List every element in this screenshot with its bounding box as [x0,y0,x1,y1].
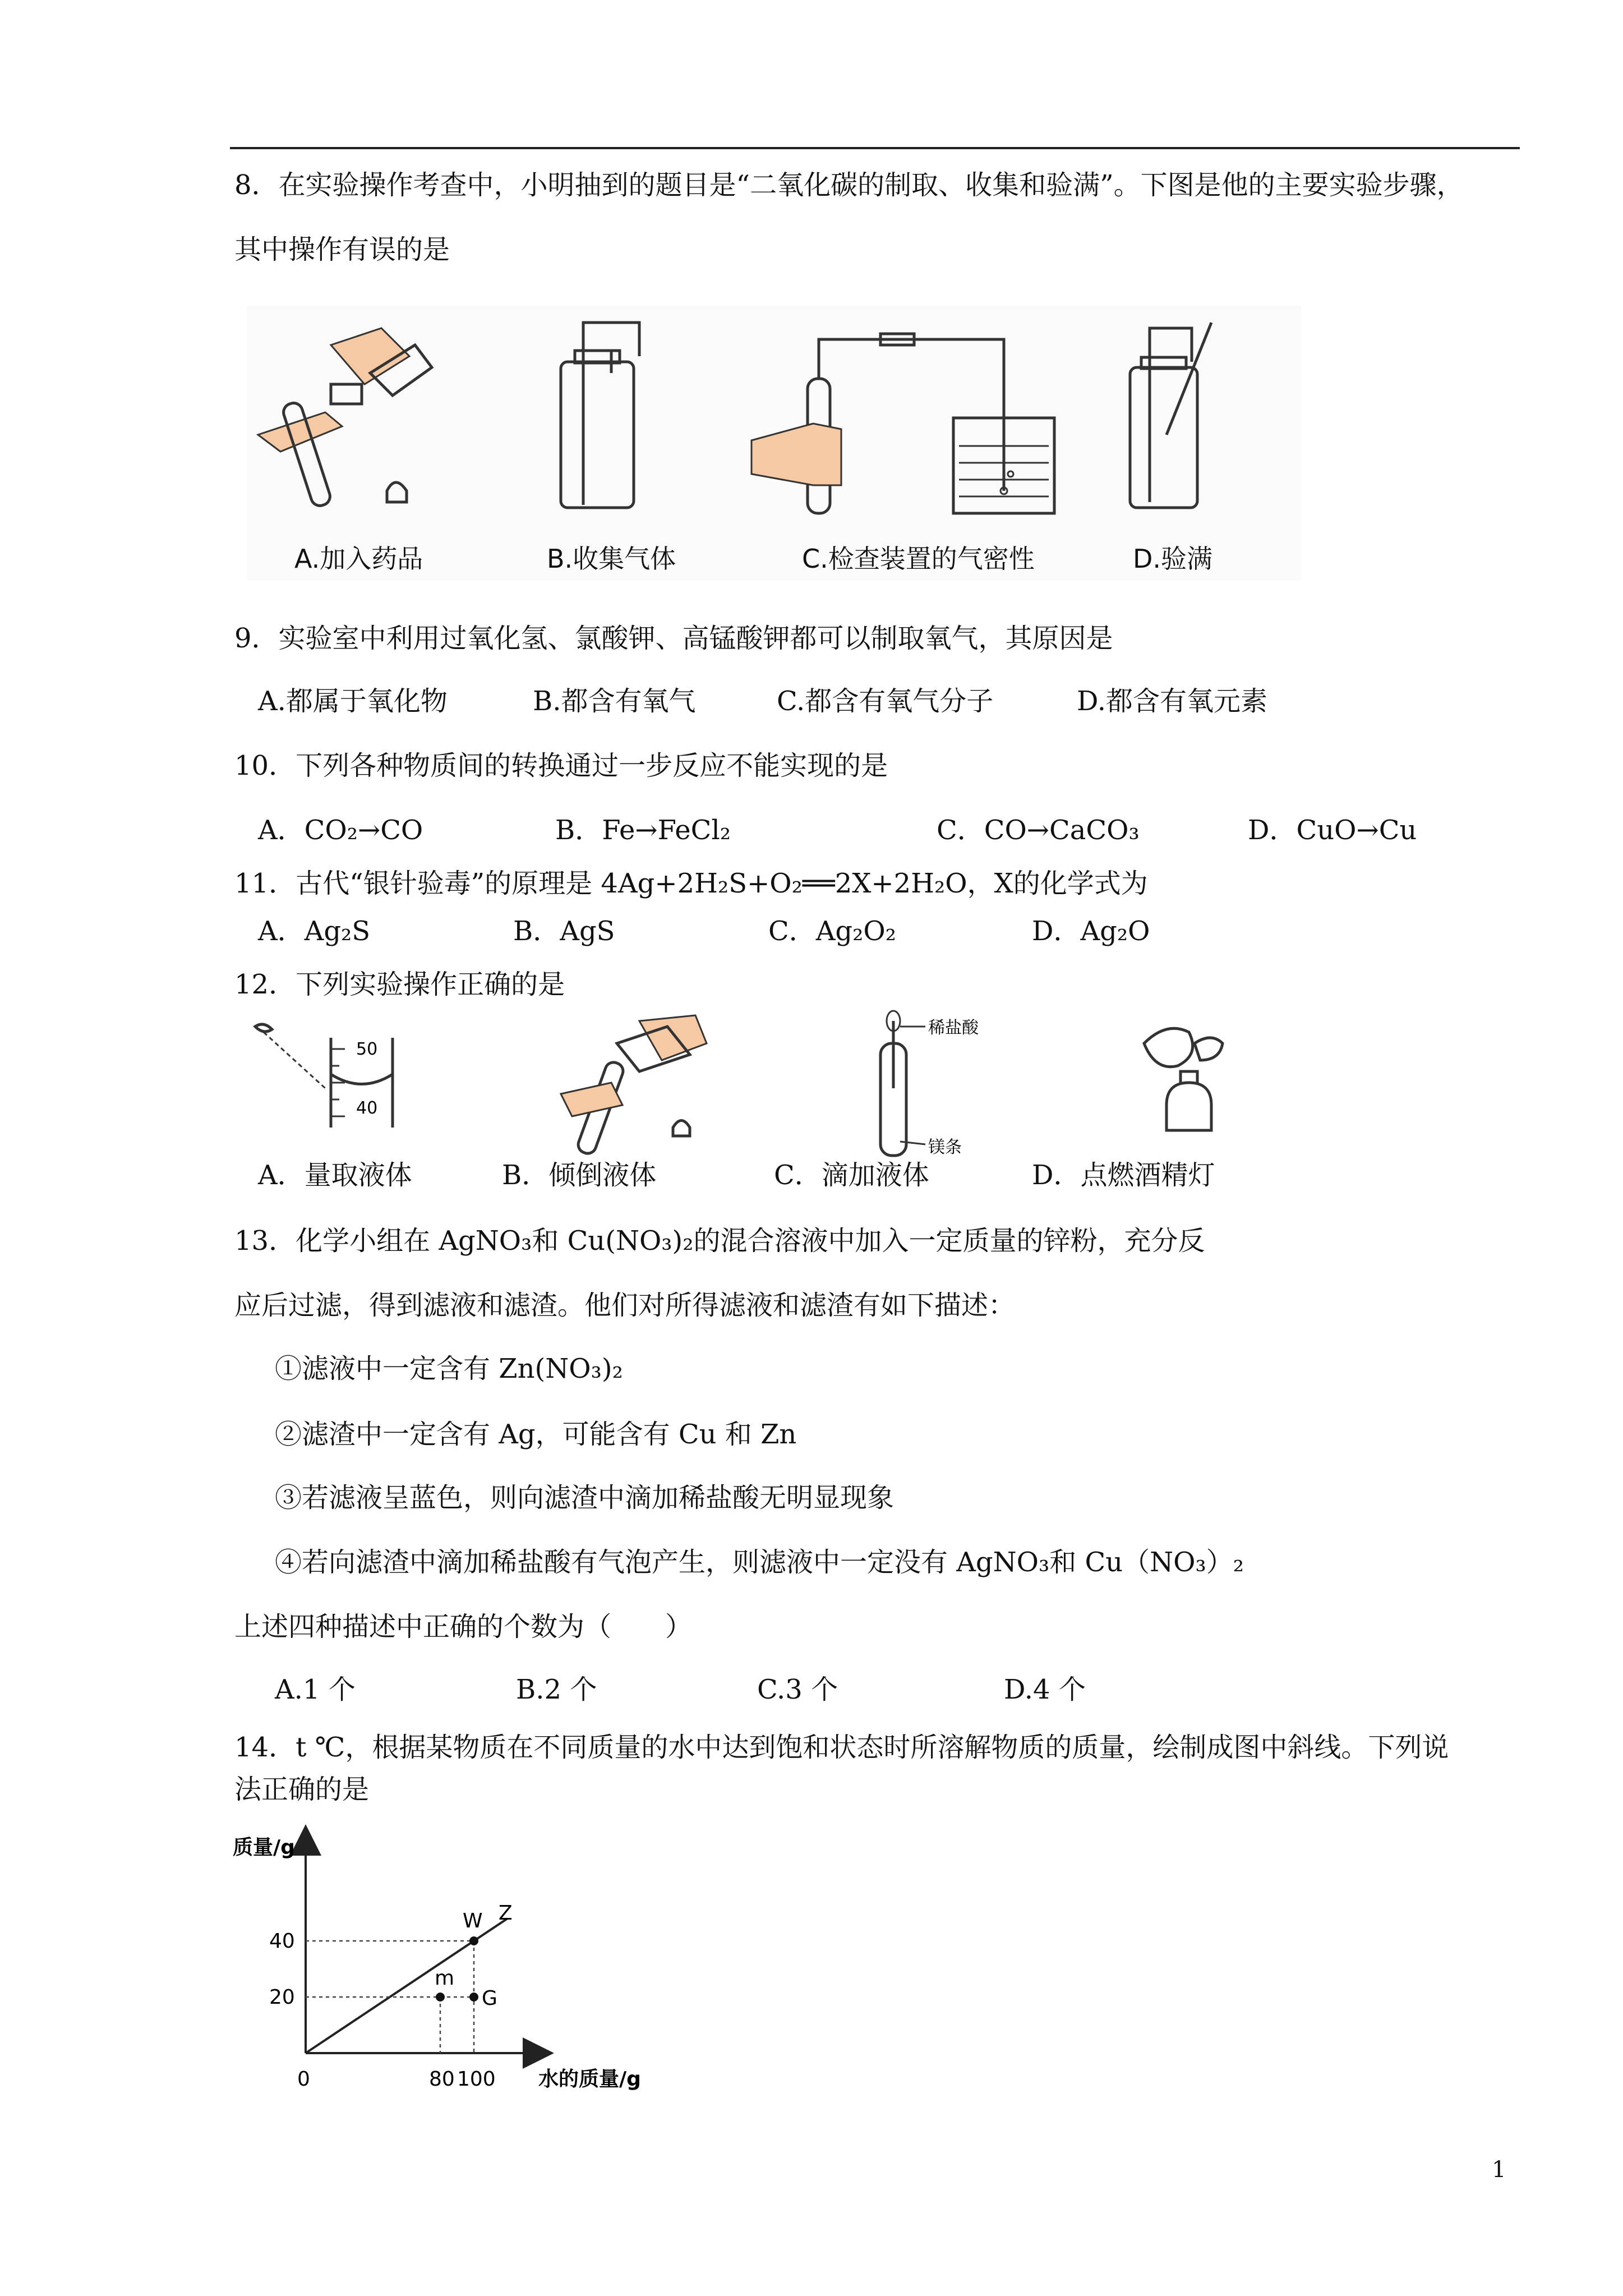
q12-option-c: C．滴加液体 [774,1159,929,1191]
q8-caption-d: D.验满 [1133,544,1213,574]
q11-stem: 11．古代“银针验毒”的原理是 4Ag+2H₂S+O₂══2X+2H₂O，X的化学式为 [234,868,1148,899]
q10-option-b: B．Fe→FeCl₂ [555,815,731,846]
q8-caption-c: C.检查装置的气密性 [802,544,1035,574]
q13-option-b: B.2 个 [516,1674,597,1705]
point-G [469,1993,478,2001]
q13-option-d: D.4 个 [1004,1674,1086,1705]
q9-stem: 9．实验室中利用过氧化氢、氯酸钾、高锰酸钾都可以制取氧气，其原因是 [234,623,1113,654]
point-label-Z: Z [499,1902,513,1925]
q13-stem-line2: 应后过滤，得到滤液和滤渣。他们对所得滤液和滤渣有如下描述： [234,1290,1016,1321]
q13-option-a: A.1 个 [275,1674,356,1705]
q10-option-d: D．CuO→Cu [1248,815,1417,846]
q13-stem-line1: 13．化学小组在 AgNO₃和 Cu(NO₃)₂的混合溶液中加入一定质量的锌粉，充分反 [234,1225,1205,1257]
q8-a-drawing [258,328,432,508]
q8-c-drawing [751,334,1054,513]
x-axis-label: 水的质量/g [538,2068,641,2091]
q12-figure [247,1010,1537,1156]
q12-cylinder-label-40: 40 [356,1098,378,1118]
y-axis-label: 质量/g [233,1836,295,1859]
solubility-chart [224,1823,651,2092]
point-W [469,1936,478,1945]
q9-option-c: C.都含有氧气分子 [777,685,994,717]
q8-b-drawing [561,323,639,508]
page-number: 1 [1492,2157,1506,2183]
q13-summary: 上述四种描述中正确的个数为（ ） [234,1611,693,1642]
q9-option-b: B.都含有氧气 [533,685,696,717]
q13-statement-1: ①滤液中一定含有 Zn(NO₃)₂ [275,1353,623,1384]
q13-statement-4: ④若向滤渣中滴加稀盐酸有气泡产生，则滤液中一定没有 AgNO₃和 Cu（NO₃）₂ [275,1547,1244,1578]
x-tick-label-100: 100 [457,2068,496,2091]
q10-stem: 10．下列各种物质间的转换通过一步反应不能实现的是 [234,750,888,781]
point-label-W: W [463,1910,483,1932]
q12-c-drawing [880,1011,979,1157]
point-label-G: G [482,1987,497,2010]
q8-figure [247,306,1301,581]
q10-option-a: A．CO₂→CO [258,815,423,846]
q12-acid-label: 稀盐酸 [928,1018,979,1038]
q10-option-c: C．CO→CaCO₃ [937,815,1140,846]
q11-option-a: A．Ag₂S [258,915,371,947]
q13-option-c: C.3 个 [757,1674,838,1705]
q8-stem-line2: 其中操作有误的是 [234,234,450,265]
q11-option-d: D．Ag₂O [1032,915,1150,947]
q12-option-d: D．点燃酒精灯 [1032,1159,1215,1191]
header-rule [230,147,1520,149]
y-tick-label-20: 20 [269,1986,295,2009]
q12-option-a: A．量取液体 [258,1159,412,1191]
q11-option-b: B．AgS [513,915,615,947]
q12-mg-label: 镁条 [928,1138,962,1157]
q9-option-a: A.都属于氧化物 [258,685,448,717]
q12-b-drawing [561,1015,707,1156]
q13-statement-2: ②滤渣中一定含有 Ag，可能含有 Cu 和 Zn [275,1419,797,1450]
q12-d-drawing [1144,1028,1223,1130]
q8-d-drawing [1130,323,1211,508]
y-tick-label-40: 40 [269,1930,295,1953]
q13-statement-3: ③若滤液呈蓝色，则向滤渣中滴加稀盐酸无明显现象 [275,1482,895,1513]
x-tick-label-80: 80 [429,2068,455,2091]
point-m [436,1993,445,2001]
q12-a-drawing [255,1024,393,1128]
q12-cylinder-label-50: 50 [356,1039,378,1059]
q8-caption-a: A.加入药品 [294,544,423,574]
q11-option-c: C．Ag₂O₂ [768,915,896,947]
origin-label: 0 [297,2068,310,2091]
q9-option-d: D.都含有氧元素 [1077,685,1268,717]
q8-stem-line1: 8．在实验操作考查中，小明抽到的题目是“二氧化碳的制取、收集和验满”。下图是他的主要实验步骤， [234,169,1464,201]
q14-stem-line1: 14．t ℃，根据某物质在不同质量的水中达到饱和状态时所溶解物质的质量，绘制成图中斜线。下列说 [234,1732,1449,1763]
point-label-m: m [435,1967,455,1990]
q12-stem: 12．下列实验操作正确的是 [234,969,565,1000]
q14-stem-line2: 法正确的是 [234,1774,370,1805]
q8-caption-b: B.收集气体 [547,544,676,574]
q12-option-b: B．倾倒液体 [502,1159,657,1191]
